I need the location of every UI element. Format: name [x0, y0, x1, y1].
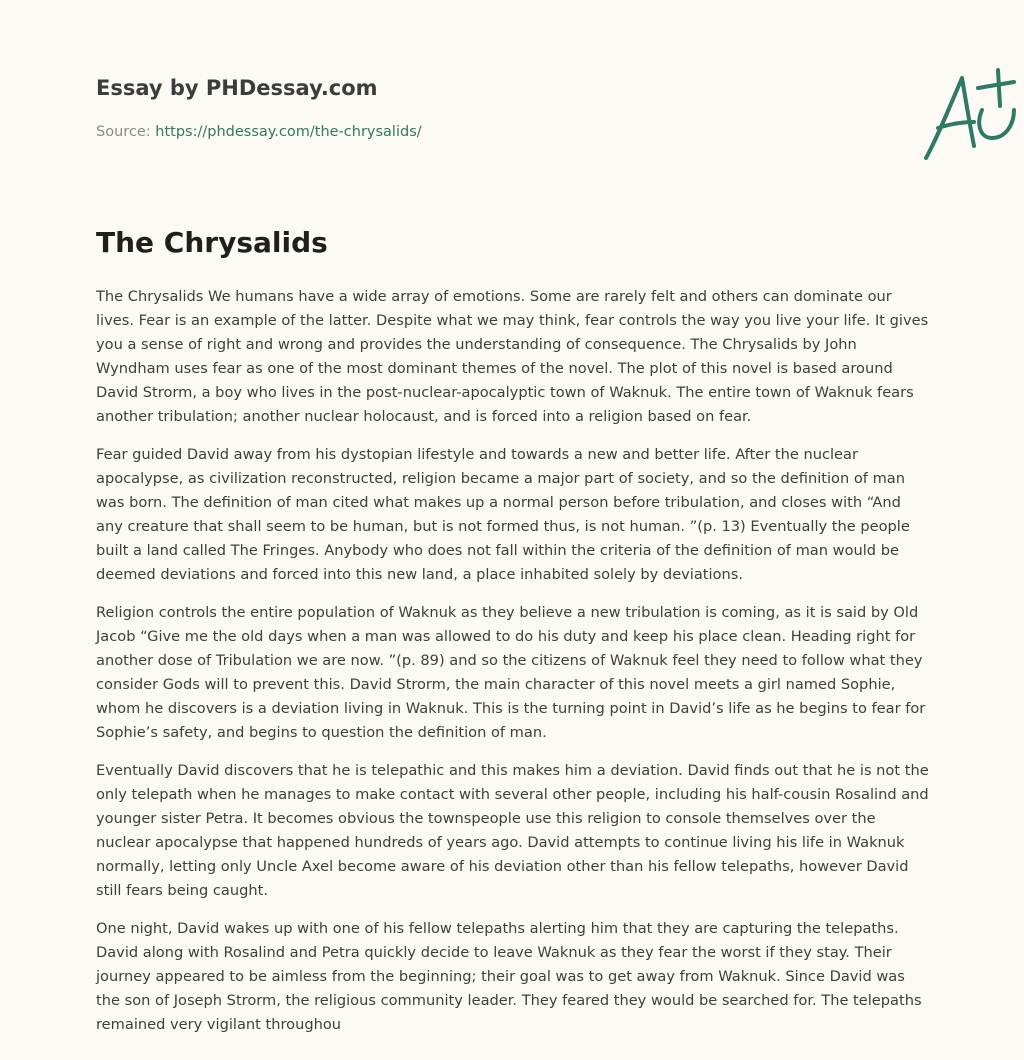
article-body — [96, 285, 930, 1051]
source-link[interactable]: https://phdessay.com/the-chrysalids/ — [155, 124, 422, 140]
source-line — [96, 124, 422, 140]
article-title: The Chrysalids — [96, 226, 328, 259]
paragraph: Fear guided David away from his dystopian lifestyle and towards a new and better life. After the nuclear apocalypse, as civilization reconstructed, religion became a major part of society, and so the definition of man was born. The definition of man cited what makes up a normal person before tribulation, and closes with “And any creature that shall seem to be human, but is not formed thus, is not human. ”(p. 13) Eventually the people built a land called The Fringes. Anybody who does not fall within the criteria of the definition of man would be deemed deviations and forced into this new land, a place inhabited solely by deviations. — [96, 446, 910, 583]
paragraph: The Chrysalids We humans have a wide array of emotions. Some are rarely felt and others can dominate our lives. Fear is an example of the latter. Despite what we may think, fear controls the way you live your life. It gives you a sense of right and wrong and provides the understanding of consequence. The Chrysalids by John Wyndham uses fear as one of the most dominant themes of the novel. The plot of this novel is based around David Strorm, a boy who lives in the post-nuclear-apocalyptic town of Waknuk. The entire town of Waknuk fears another tribulation; another nuclear holocaust, and is forced into a religion based on fear. — [96, 288, 929, 425]
paragraph: Eventually David discovers that he is telepathic and this makes him a deviation. David finds out that he is not the only telepath when he manages to make contact with several other people, including his half-cousin Rosalind and younger sister Petra. It becomes obvious the townspeople use this religion to console themselves over the nuclear apocalypse that happened hundreds of years ago. David attempts to continue living his life in Waknuk normally, letting only Uncle Axel become aware of his deviation other than his fellow telepaths, however David still fears being caught. — [96, 762, 929, 899]
paragraph: Religion controls the entire population of Waknuk as they believe a new tribulation is coming, as it is said by Old Jacob “Give me the old days when a man was allowed to do his duty and keep his place clean. Heading right for another dose of Tribulation we are now. ”(p. 89) and so the citizens of Waknuk feel they need to follow what they consider Gods will to prevent this. David Strorm, the main character of this novel meets a girl named Sophie, whom he discovers is a deviation living in Waknuk. This is the turning point in David’s life as he begins to fear for Sophie’s safety, and begins to question the definition of man. — [96, 604, 926, 741]
paragraph: One night, David wakes up with one of his fellow telepaths alerting him that they are capturing the telepaths. David along with Rosalind and Petra quickly decide to leave Waknuk as they fear the worst if they stay. Their journey appeared to be aimless from the beginning; their goal was to get away from Waknuk. Since David was the son of Joseph Strorm, the religious community leader. They feared they would be searched for. The telepaths remained very vigilant throughou — [96, 920, 922, 1033]
brand-title: Essay by PHDessay.com — [96, 76, 378, 100]
a-plus-logo-icon — [918, 66, 1024, 166]
source-label: Source: — [96, 124, 151, 140]
